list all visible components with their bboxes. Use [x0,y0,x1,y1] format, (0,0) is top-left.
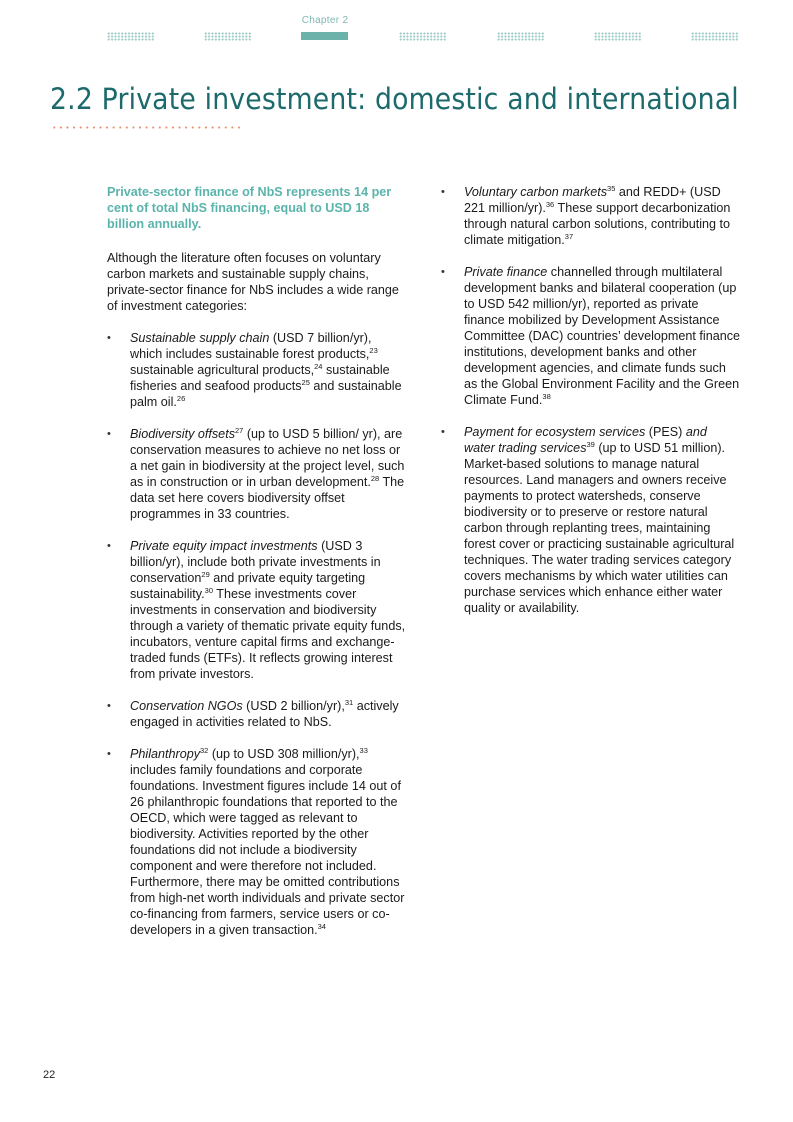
text: and sustainable palm oil. [130,379,402,409]
list-item-biodiversity-offsets [107,426,407,522]
nav-segment-chapter-6[interactable] [691,32,738,41]
lead-statement: Private-sector finance of NbS represents 14 per cent of total NbS financing, equal to USD 18 billion annually. [107,185,392,231]
footnote-ref[interactable]: 37 [564,232,574,241]
text: (USD 7 billion/yr), which includes sustainable forest products, [130,331,372,361]
list-item-supply-chain [107,330,407,410]
text: (up to USD 308 million/yr), [208,747,360,761]
text: actively engaged in activities related to NbS. [130,699,399,729]
footnote-ref[interactable]: 32 [200,746,209,755]
left-column [107,184,407,954]
text: and REDD+ (USD 221 million/yr). [464,185,721,215]
footnote-ref[interactable]: 29 [201,570,210,579]
nav-segment-chapter-4[interactable] [497,32,544,41]
nav-segment-chapter-1[interactable] [107,32,154,41]
footnote-ref[interactable]: 38 [542,392,551,401]
nav-segment-chapter-2-active[interactable] [301,32,348,40]
list-item-carbon-markets [441,184,741,248]
footnote-ref[interactable]: 34 [317,922,326,931]
footnote-ref[interactable]: 26 [176,394,186,403]
footnote-ref[interactable]: 35 [607,184,616,193]
nav-segment-chapter-5[interactable] [594,32,641,41]
list-item-conservation-ngos [107,698,407,730]
footnote-ref[interactable]: 39 [586,440,595,449]
text: (USD 2 billion/yr), [242,699,345,713]
term: Sustainable supply chain [130,331,270,345]
nav-segment-chapter-3[interactable] [399,32,446,41]
nav-segment-chapter-1b[interactable] [204,32,251,41]
section-title: 2.2 Private investment: domestic and international [50,82,739,116]
list-item-pes [441,424,741,616]
text: (USD 3 billion/yr), include both private investments in conservation [130,539,381,585]
term: Payment for ecosystem services [464,425,646,439]
text: These support decarbonization through natural carbon solutions, contributing to climate mitigation. [464,201,731,247]
text: (up to USD 51 million). Market-based solutions to manage natural resources. Land managers and owners receive payments to protect watersheds, conserve biodiversity or to preserve or restore natural carbon through replanting trees, maintaining forest cover or practicing sustainable agricultural techniques. The water trading services category covers mechanisms by which water utilities can purchase services which enhance either water quality or availability. [464,441,735,615]
text: The data set here covers biodiversity offset programmes in 33 countries. [130,475,405,521]
text: sustainable fisheries and seafood products [130,363,390,393]
investment-category-list [107,330,407,938]
footnote-ref[interactable]: 28 [370,474,380,483]
text: channelled through multilateral development banks and bilateral cooperation (up to USD 542 million/yr), reported as private finance mobilized by Development Assistance Committee (DAC) countries’ development finance institutions, development banks and other development agencies, and climate funds such as the Global Environment Facility and the Green Climate Fund. [464,265,741,407]
text: sustainable agricultural products, [130,363,315,377]
term: Philanthropy [130,747,201,761]
text: (PES) [645,425,686,439]
footnote-ref[interactable]: 30 [204,586,214,595]
text: These investments cover investments in conservation and biodiversity through a variety of thematic private equity funds, incubators, venture capital firms and exchange-traded funds (ETFs). It reflects growing interest from private investors. [130,587,406,681]
footnote-ref[interactable]: 24 [314,362,323,371]
term: and water trading services [464,425,707,455]
footnote-ref[interactable]: 27 [235,426,244,435]
text: (up to USD 5 billion/ yr), are conservation measures to achieve no net loss or a net gain in biodiversity at the project level, such as in construction or in urban development. [130,427,405,489]
term: Biodiversity offsets [130,427,235,441]
term: Private finance [464,265,548,279]
footnote-ref[interactable]: 36 [545,200,555,209]
list-item-private-equity [107,538,407,682]
chapter-label: Chapter 2 [301,15,349,26]
footnote-ref[interactable]: 33 [359,746,368,755]
footnote-ref[interactable]: 23 [369,346,378,355]
chapter-navigation [0,15,793,45]
text: and private equity targeting sustainability. [130,571,366,601]
list-item-private-finance [441,264,741,408]
text: includes family foundations and corporate foundations. Investment figures include 14 out of 26 philanthropic foundations that reported to the OECD, which were tagged as relevant to biodiversity. Activities reported by the other foundations did not include a biodiversity component and were therefore not included. Furthermore, there may be omitted contributions from high-net worth individuals and private sector co-financing from farmers, service users or co-developers in a given transaction. [130,763,405,937]
intro-paragraph: Although the literature often focuses on voluntary carbon markets and sustainable supply chains, private-sector finance for NbS includes a wide range of investment categories: [107,251,399,313]
investment-category-list-continued [441,184,741,616]
footnote-ref[interactable]: 25 [301,378,310,387]
right-column [441,184,741,632]
title-dotted-rule [51,125,241,130]
term: Private equity impact investments [130,539,318,553]
footnote-ref[interactable]: 31 [344,698,354,707]
term: Conservation NGOs [130,699,243,713]
list-item-philanthropy [107,746,407,938]
page-number: 22 [43,1069,56,1081]
term: Voluntary carbon markets [464,185,608,199]
